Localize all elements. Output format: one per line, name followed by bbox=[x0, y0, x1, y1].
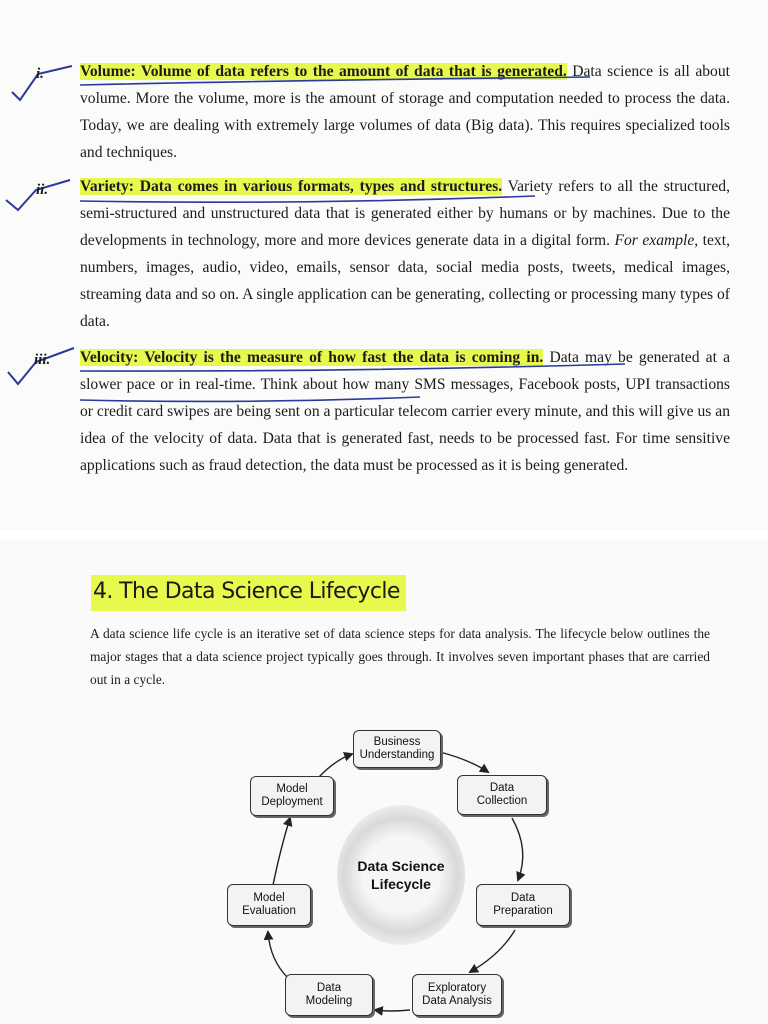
node-preparation-line1: Data bbox=[510, 892, 536, 904]
textbook-page-bottom bbox=[0, 540, 768, 1024]
node-model-evaluation bbox=[227, 884, 311, 926]
node-business-line2: Understanding bbox=[359, 749, 435, 761]
node-collection-line2: Collection bbox=[476, 795, 528, 807]
variety-paragraph bbox=[80, 173, 730, 335]
node-eda-line1: Exploratory bbox=[427, 982, 487, 994]
node-business-line1: Business bbox=[373, 736, 421, 748]
node-model-deployment bbox=[250, 776, 334, 816]
variety-text-after: , text, numbers, images, audio, video, emails, sensor data, social media posts, tweets, medical images, streaming data and so on. A single application can be generating, collecting or processing many types of data. bbox=[80, 232, 730, 330]
item-numeral-2: ii. bbox=[36, 182, 49, 198]
node-data-preparation bbox=[476, 884, 570, 926]
section-title: 4. The Data Science Lifecycle bbox=[91, 575, 406, 611]
node-data-collection bbox=[457, 775, 547, 815]
volume-highlight: Volume: Volume of data refers to the amount of data that is generated. bbox=[80, 63, 567, 80]
node-data-modeling bbox=[285, 974, 373, 1016]
section-intro: A data science life cycle is an iterative set of data science steps for data analysis. The lifecycle below outlines the major stages that a data science project typically goes through. It involves seven important phases that are carried out in a cycle. bbox=[90, 626, 710, 687]
lifecycle-center bbox=[337, 805, 465, 945]
node-eda-line2: Data Analysis bbox=[422, 995, 492, 1007]
variety-text-before: Variety refers to all the structured, semi-structured and unstructured data that is generated either by humans or by machines. Due to the developments in technology, more and more devices generate data in a digital form. bbox=[80, 178, 730, 249]
volume-paragraph bbox=[80, 58, 730, 166]
item-numeral-3: iii. bbox=[34, 352, 51, 368]
center-label-line2: Lifecycle bbox=[371, 876, 431, 892]
node-evaluation-line2: Evaluation bbox=[242, 905, 296, 917]
node-business-understanding bbox=[353, 730, 441, 768]
item-numeral-1: i. bbox=[36, 66, 44, 82]
node-deployment-line1: Model bbox=[276, 783, 308, 795]
variety-highlight: Variety: Data comes in various formats, types and structures. bbox=[80, 178, 503, 195]
node-preparation-line2: Preparation bbox=[493, 905, 553, 917]
velocity-highlight: Velocity: Velocity is the measure of how fast the data is coming in. bbox=[80, 349, 544, 366]
node-modeling-line1: Data bbox=[316, 982, 342, 994]
node-exploratory-data-analysis bbox=[412, 974, 502, 1016]
node-evaluation-line1: Model bbox=[253, 892, 285, 904]
center-label-line1: Data Science bbox=[357, 858, 445, 874]
volume-text: Data science is all about volume. More the volume, more is the amount of storage and computation needed to process the data. Today, we are dealing with extremely large volumes of data (Big data). This requires specialized tools and techniques. bbox=[80, 63, 730, 161]
node-collection-line1: Data bbox=[489, 782, 515, 794]
velocity-text: Data may be generated at a slower pace or in real-time. Think about how many SMS messages, Facebook posts, UPI transactions or credit card swipes are being sent on a particular telecom carrier every minute, and this will give us an idea of the velocity of data. Data that is generated fast, needs to be processed fast. For time sensitive applications such as fraud detection, the data must be processed as it is being generated. bbox=[80, 349, 731, 474]
variety-emphasis: For example bbox=[614, 232, 695, 249]
node-deployment-line2: Deployment bbox=[261, 796, 323, 808]
node-modeling-line2: Modeling bbox=[305, 995, 353, 1007]
velocity-paragraph bbox=[80, 344, 730, 479]
